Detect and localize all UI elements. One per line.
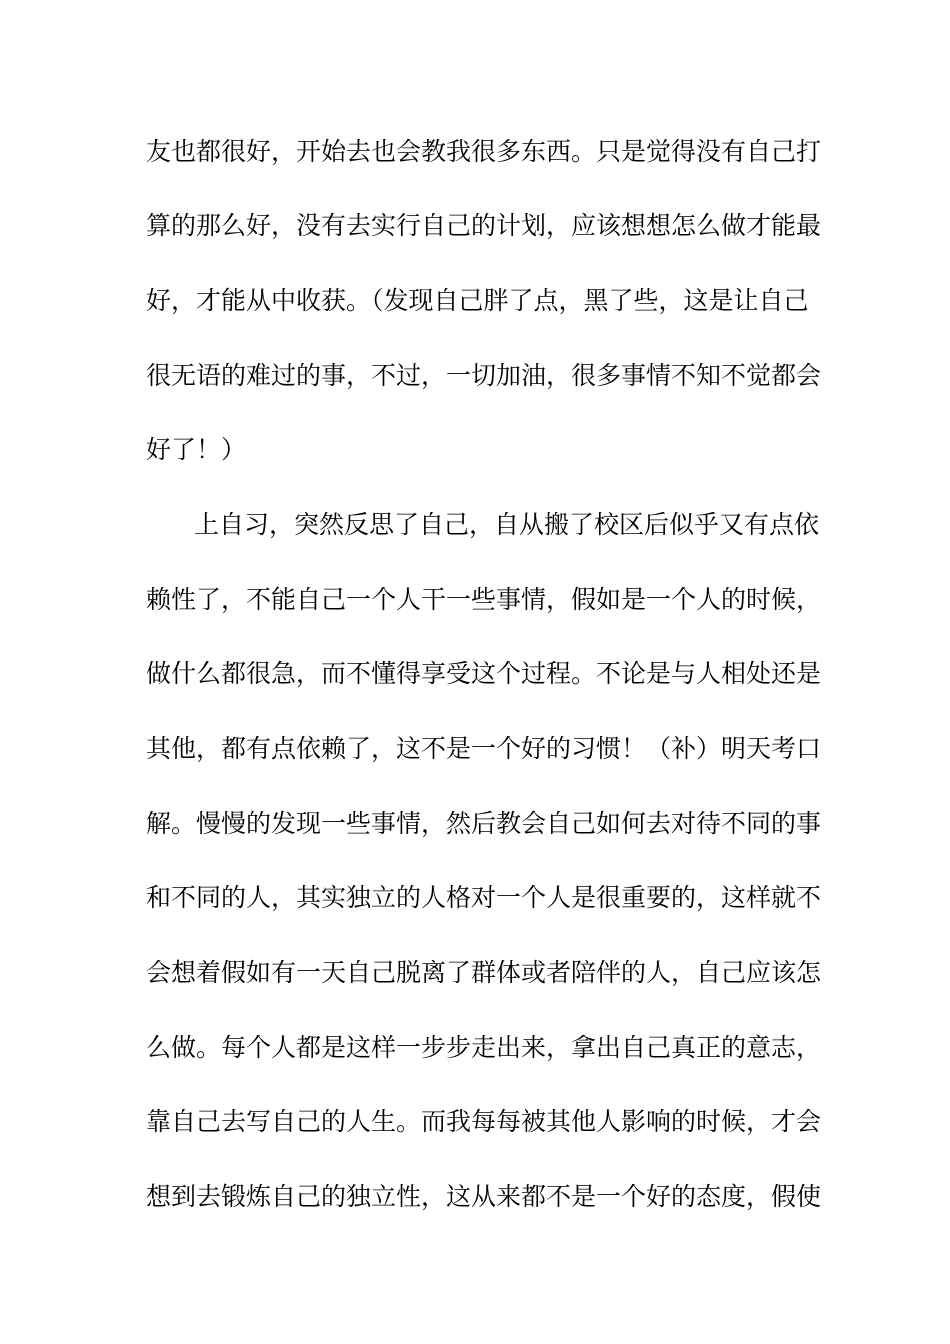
paragraph-2-line-4: 其他，都有点依赖了，这不是一个好的习惯！（补）明天考口 xyxy=(146,734,822,763)
paragraph-2-line-3: 做什么都很急，而不懂得享受这个过程。不论是与人相处还是 xyxy=(146,659,822,688)
paragraph-2-line-9: 靠自己去写自己的人生。而我每每被其他人影响的时候，才会 xyxy=(146,1107,822,1136)
paragraph-2-line-8: 么做。每个人都是这样一步步走出来，拿出自己真正的意志， xyxy=(146,1033,822,1062)
paragraph-2-line-6: 和不同的人，其实独立的人格对一个人是很重要的，这样就不 xyxy=(146,883,822,912)
paragraph-1-line-1: 友也都很好，开始去也会教我很多东西。只是觉得没有自己打 xyxy=(146,137,822,166)
paragraph-1-line-3: 好，才能从中收获。（发现自己胖了点，黑了些，这是让自己 xyxy=(146,286,809,315)
paragraph-2-line-7: 会想着假如有一天自己脱离了群体或者陪伴的人，自己应该怎 xyxy=(146,958,822,987)
paragraph-1-line-5: 好了！） xyxy=(146,435,247,464)
paragraph-2-line-2: 赖性了，不能自己一个人干一些事情，假如是一个人的时候， xyxy=(146,585,822,614)
paragraph-2-line-5: 解。慢慢的发现一些事情，然后教会自己如何去对待不同的事 xyxy=(146,809,822,838)
paragraph-2-line-1: 上自习，突然反思了自己，自从搬了校区后似乎又有点依 xyxy=(194,510,820,539)
paragraph-2-line-10: 想到去锻炼自己的独立性，这从来都不是一个好的态度，假使 xyxy=(146,1182,822,1211)
paragraph-1-line-4: 很无语的难过的事，不过，一切加油，很多事情不知不觉都会 xyxy=(146,361,822,390)
paragraph-1-line-2: 算的那么好，没有去实行自己的计划，应该想想怎么做才能最 xyxy=(146,211,822,240)
